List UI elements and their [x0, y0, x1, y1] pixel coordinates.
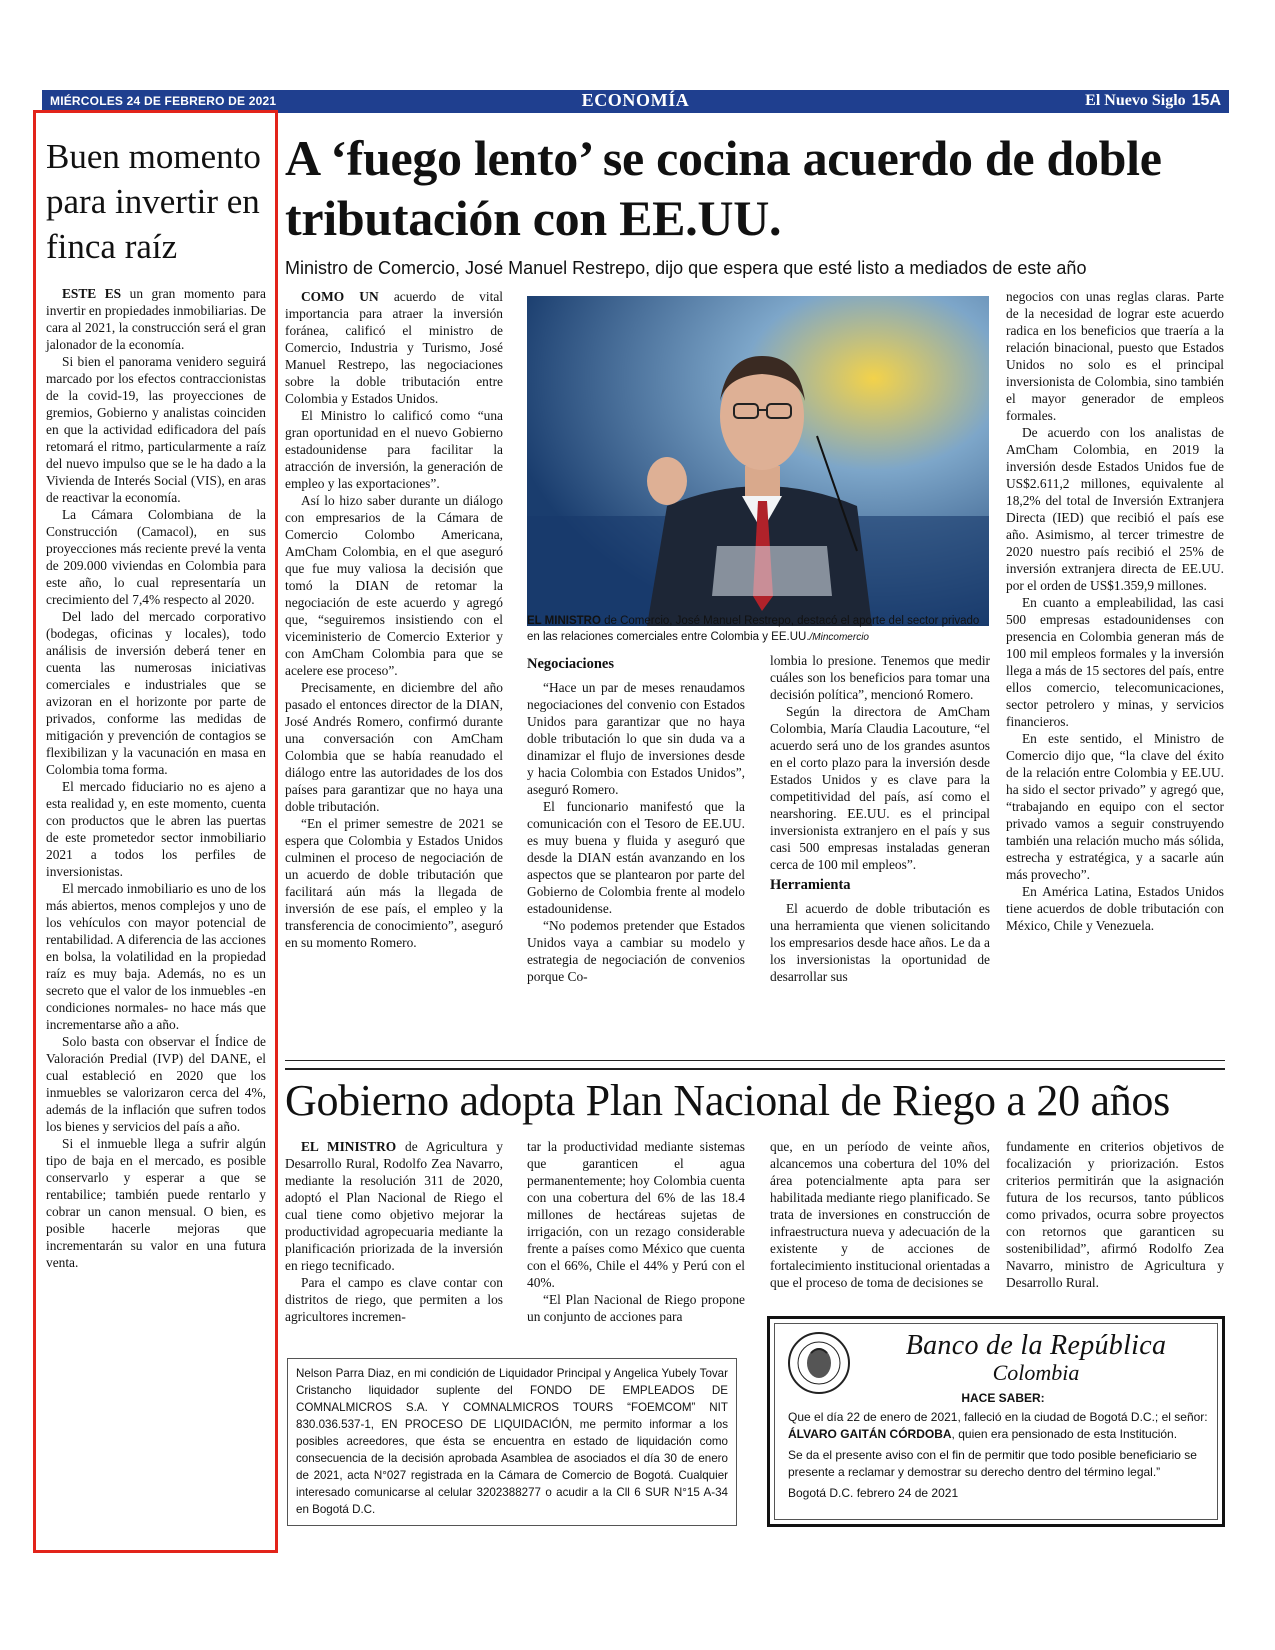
paragraph: [46, 778, 266, 880]
minister-photo: [527, 296, 989, 626]
paragraph-text: En cuanto a empleabilidad, las casi 500 empresas estadounidenses con presencia en Colombia generan más de 100 mil empleos formales y la inversión llega a más de 15 sectores del país, entre ellos comercio, telecomunicaciones, sector petrolero y minas, y servicios financieros.: [1006, 595, 1224, 729]
article-subtitle: Ministro de Comercio, José Manuel Restrepo, dijo que espera que esté listo a mediados de este año: [285, 258, 1087, 278]
paragraph: [1006, 1138, 1224, 1291]
banco-republica-seal-icon: [787, 1331, 851, 1395]
paragraph-text: Solo basta con observar el Índice de Valoración Predial (IVP) del DANE, el cual estableció en 2020 que los inmuebles se valorizaron cerca del 4%, además de la inflación que sufren todos los bienes y servicios del país a año.: [46, 1034, 266, 1134]
paragraph: [46, 1135, 266, 1271]
article2-column-1-body: [285, 1138, 503, 1325]
paragraph: [527, 679, 745, 798]
paragraph-text: El mercado inmobiliario es uno de los más abiertos, menos complejos y uno de los vehículos con mayor potencial de rentabilidad. A diferencia de las acciones en bolsa, la volatilidad en la propiedad raíz es muy baja. Además, no es un secreto que el valor de los inmuebles -en condiciones normales- no hace más que incrementarse año a año.: [46, 881, 266, 1032]
paragraph-text: que, en un período de veinte años, alcancemos una cobertura del 10% del área potencialmente apta para ser habilitada mediante riego planificado. Se trata de inversiones en construcción de infraestructura nueva y adecuación de la existente y de acciones de fortalecimiento institucional orientadas a que el proceso de toma de decisiones se: [770, 1139, 990, 1290]
paragraph-text: “No podemos pretender que Estados Unidos vaya a cambiar su modelo y estrategia de negociación de convenios porque Co-: [527, 918, 745, 984]
article-column-3b-body: [770, 900, 990, 985]
subhead-herramienta: Herramienta: [770, 877, 851, 893]
section-name: ECONOMÍA: [581, 90, 690, 110]
liquidation-notice: [287, 1358, 737, 1526]
caption-lead: EL MINISTRO: [527, 615, 601, 627]
paragraph-text: Así lo hizo saber durante un diálogo con empresarios de la Cámara de Comercio Colombo Americana, AmCham Colombia, en el que aseguró que fue muy valiosa la decisión que tomó la DIAN de retomar la negociación de este acuerdo y agregó que, “seguiremos insistiendo con el viceministerio de Comercio Exterior y con AmCham Colombia para que se acelere ese proceso”.: [285, 493, 503, 678]
article-column-2-body: [527, 679, 745, 985]
paragraph: [770, 652, 990, 703]
paragraph: [46, 506, 266, 608]
paragraph: [1006, 424, 1224, 594]
publication-name: [1085, 92, 1221, 110]
section-divider: [285, 1060, 1225, 1061]
article2-column-2: [527, 1138, 745, 1325]
paragraph: [285, 815, 503, 951]
notice-line-1-post: , quien era pensionado de esta Institución.: [951, 1427, 1178, 1441]
paragraph: [46, 285, 266, 353]
paragraph: [527, 1138, 745, 1291]
paragraph-text: Precisamente, en diciembre del año pasado el entonces director de la DIAN, José Andrés Romero, confirmó durante una conversación con AmCham Colombia que se había reanudado el diálogo entre las autoridades de los dos países para garantizar que no haya una doble tributación.: [285, 680, 503, 814]
sidebar-article: [46, 134, 266, 1271]
paragraph-text: de Agricultura y Desarrollo Rural, Rodolfo Zea Navarro, mediante la resolución 311 de 2020, adoptó el Plan Nacional de Riego el cual tiene como objetivo mejorar la productividad agropecuaria mediante la planificación priorizada de la inversión en riego tecnificado.: [285, 1139, 503, 1273]
paragraph: [46, 353, 266, 506]
article-column-3: [770, 652, 990, 985]
article2-headline: Gobierno adopta Plan Nacional de Riego a 20 años: [285, 1076, 1170, 1125]
paragraph: [285, 679, 503, 815]
masthead: El Nuevo Siglo: [1085, 92, 1186, 109]
caption-credit: /Mincomercio: [809, 632, 869, 643]
banco-country: Colombia: [992, 1360, 1080, 1385]
paragraph-text: Si bien el panorama venidero seguirá marcado por los efectos contraccionistas de la covid-19, las proyecciones de gremios, Gobierno y analistas coinciden en que la actividad edificadora del país retomará el ritmo, particularmente a raíz del nuevo impulso que se le ha dado a la Vivienda de Interés Social (VIS), en aras de reactivar la economía.: [46, 354, 266, 505]
paragraph-text: “El Plan Nacional de Riego propone un conjunto de acciones para: [527, 1292, 745, 1324]
paragraph: [285, 1138, 503, 1274]
paragraph: [285, 407, 503, 492]
article-column-4: [1006, 288, 1224, 934]
notice-line-1: [788, 1409, 1218, 1443]
paragraph-text: acuerdo de vital importancia para atraer la inversión foránea, calificó el ministro de Comercio, Industria y Turismo, José Manuel Restrepo, las negociaciones sobre la doble tributación entre Colombia y Estados Unidos.: [285, 289, 503, 406]
paragraph: [1006, 594, 1224, 730]
article-column-4-body: [1006, 288, 1224, 934]
sidebar-body: [46, 285, 266, 1271]
photo-caption: [527, 613, 989, 646]
banco-name: Banco de la República: [905, 1330, 1167, 1361]
paragraph-text: tar la productividad mediante sistemas que garanticen el agua permanentemente; hoy Colombia cuenta con una cobertura del 6% de las 18.4 millones de hectáreas sujetas de irrigación, con un rezago considerable frente a países como México que cuenta con el 66%, Chile el 44% y Perú con el 40%.: [527, 1139, 745, 1290]
banco-notice-body: [788, 1390, 1218, 1506]
paragraph-text: En este sentido, el Ministro de Comercio dijo que, “la clave del éxito de la relación entre Colombia y EE.UU. ha sido el sector privado” y agregó que, “trabajando en equipo con el sector privado vamos a seguir construyendo también una relación mucho más sólida, estrecha y estratégica, y a sacarle aún más provecho”.: [1006, 731, 1224, 882]
paragraph-text: En América Latina, Estados Unidos tiene acuerdos de doble tributación con México, Chile y Venezuela.: [1006, 884, 1224, 933]
paragraph-text: El Ministro lo calificó como “una gran oportunidad en el nuevo Gobierno estadounidense para facilitar la atracción de inversión, la generación de empleo y las exportaciones”.: [285, 408, 503, 491]
paragraph: [770, 900, 990, 985]
paragraph: [285, 492, 503, 679]
article2-column-4-body: [1006, 1138, 1224, 1291]
notice-line-2: Se da el presente aviso con el fin de permitir que todo posible beneficiario se presente a reclamar y demostrar su derecho dentro del término legal.”: [788, 1448, 1197, 1479]
paragraph: [46, 1033, 266, 1135]
paragraph: [1006, 288, 1224, 424]
notice-inner-frame: [774, 1323, 1218, 1520]
paragraph-text: De acuerdo con los analistas de AmCham Colombia, en 2019 la inversión desde Estados Unidos fue de US$2.611,2 millones, equivalente al 18,2% del total de Inversión Extranjera Directa (IED) que recibió el país ese año. Asimismo, al tercer trimestre de 2020 nuestro país recibió el 25% de inversión extranjera directa de EE.UU. por el orden de US$1.359,9 millones.: [1006, 425, 1224, 593]
paragraph: [285, 288, 503, 407]
paragraph: [46, 608, 266, 778]
deceased-name: ÁLVARO GAITÁN CÓRDOBA: [788, 1427, 952, 1441]
sidebar-title: Buen momento para invertir en finca raíz: [46, 137, 261, 266]
paragraph-text: Según la directora de AmCham Colombia, María Claudia Lacouture, “el acuerdo será uno de los grandes asuntos en el corto plazo para la inversión desde Estados Unidos y es clave para la competitividad del país, así como el nearshoring. EE.UU. es el principal inversionista extranjero en el país y sus casi 500 empresas instaladas generan cerca de 100 mil empleos”.: [770, 704, 990, 872]
minister-photo-image: [527, 296, 989, 626]
paragraph: [285, 1274, 503, 1325]
paragraph-text: negocios con unas reglas claras. Parte de la necesidad de lograr este acuerdo radica en los beneficios que traería a la relación binacional, puesto que Estados Unidos no solo es el principal inversionista de Colombia, sino también el mayor generador de empleos formales.: [1006, 289, 1224, 423]
paragraph: [527, 798, 745, 917]
paragraph: [527, 1291, 745, 1325]
article-headline: A ‘fuego lento’ se cocina acuerdo de doble tributación con EE.UU.: [285, 130, 1162, 246]
article2-column-3: [770, 1138, 990, 1291]
lead-words: ESTE ES: [62, 286, 122, 301]
paragraph: [46, 880, 266, 1033]
paragraph-text: un gran momento para invertir en propiedades inmobiliarias. De cara al 2021, la construcción será el gran jalonador de la economía.: [46, 286, 266, 352]
paragraph-text: El mercado fiduciario no es ajeno a esta realidad y, en este momento, cuenta con productos que le abren las puertas de este prometedor sector inmobiliario 2021 a todos los perfiles de inversionistas.: [46, 779, 266, 879]
notice-line-3: Bogotá D.C. febrero 24 de 2021: [788, 1486, 959, 1500]
notice-line-1-pre: Que el día 22 de enero de 2021, falleció en la ciudad de Bogotá D.C.; el señor:: [788, 1410, 1208, 1424]
paragraph-text: El funcionario manifestó que la comunicación con el Tesoro de EE.UU. es muy buena y fluida y aseguró que desde la DIAN están avanzando en los aspectos que se plantearon por parte del Gobierno de Colombia frente al modelo estadounidense.: [527, 799, 745, 916]
page-number: 15A: [1191, 92, 1221, 109]
paragraph: [527, 917, 745, 985]
caption-text: de Comercio, José Manuel Restrepo, destacó el aporte del sector privado en las relaciones comerciales entre Colombia y EE.UU.: [527, 615, 980, 643]
article2-column-1: [285, 1138, 503, 1325]
article-column-3-body: [770, 652, 990, 873]
paragraph: [1006, 883, 1224, 934]
paragraph-text: Del lado del mercado corporativo (bodegas, oficinas y locales), todo análisis de inversión deberá tener en cuenta las numerosas iniciativas comerciales e industriales que se avizoran en el horizonte por parte de privados, conforme las medidas de mitigación y prevención de contagios se flexibilizan y la vacunación en masa en Colombia toma forma.: [46, 609, 266, 777]
article-column-2: [527, 652, 745, 985]
paragraph-text: Si el inmueble llega a sufrir algún tipo de baja en el mercado, es posible conservarlo y esperar a que se rentabilice; también puede rentarlo y cobrar un canon mensual. O bien, es posible hacerle mejoras que incrementarán su valor en una futura venta.: [46, 1136, 266, 1270]
article2-column-2-body: [527, 1138, 745, 1325]
paragraph-text: fundamente en criterios objetivos de focalización y priorización. Estos criterios permitirán que la asignación futura de los recursos, tanto públicos como privados, ocurra sobre proyectos con retornos que garanticen su sostenibilidad”, afirmó Rodolfo Zea Navarro, ministro de Agricultura y Desarrollo Rural.: [1006, 1139, 1224, 1290]
banco-republica-notice: [767, 1316, 1225, 1527]
paragraph: [1006, 730, 1224, 883]
article2-column-3-body: [770, 1138, 990, 1291]
paragraph-text: “Hace un par de meses renaudamos negociaciones del convenio con Estados Unidos para garantizar que no haya doble tributación lo que sin duda va a dinamizar el flujo de inversiones desde y hacia Colombia con Estados Unidos”, aseguró Romero.: [527, 680, 745, 797]
issue-date: MIÉRCOLES 24 DE FEBRERO DE 2021: [50, 94, 277, 108]
paragraph-text: Para el campo es clave contar con distritos de riego, que permiten a los agricultores incremen-: [285, 1275, 503, 1324]
paragraph-text: La Cámara Colombiana de la Construcción (Camacol), en sus proyecciones más reciente prevé la venta de 209.000 viviendas en Colombia para este año, lo cual representaría un crecimiento del 7,4% respecto al 2020.: [46, 507, 266, 607]
section-divider-thick: [285, 1068, 1225, 1070]
paragraph-text: lombia lo presione. Tenemos que medir cuáles son los beneficios para tomar una decisión política”, mencionó Romero.: [770, 653, 990, 702]
lead-words: COMO UN: [301, 289, 379, 304]
notice-heading: HACE SABER:: [961, 1391, 1045, 1405]
paragraph-text: El acuerdo de doble tributación es una herramienta que vienen solicitando los empresarios desde hace años. Le da a los inversionistas la oportunidad de desarrollar sus: [770, 901, 990, 984]
paragraph: [770, 703, 990, 873]
article-column-1: [285, 288, 503, 951]
liquidation-notice-text: Nelson Parra Diaz, en mi condición de Liquidador Principal y Angelica Yubely Tovar Cristancho liquidador suplente del FONDO DE EMPLEADOS DE COMNALMICROS S.A. Y COMNALMICROS TOURS “FOEMCOM” NIT 830.036.537-1, EN PROCESO DE LIQUIDACIÓN, me permito informar a los posibles acreedores, que ésta se encuentra en estado de liquidación como consecuencia de la decisión aprobada Asamblea de asociados el día 30 de enero de 2021, acta N°027 registrada en la Cámara de Comercio de Bogotá. Cualquier interesado comunicarse al celular 3202388277 o acudir a la Cll 6 SUR N°15 A-34 en Bogotá D.C.: [296, 1367, 728, 1516]
paragraph-text: “En el primer semestre de 2021 se espera que Colombia y Estados Unidos culminen el proceso de negociación de un acuerdo de doble tributación que facilitará aún más la llegada de inversión de ese país, el empleo y la transferencia de conocimiento”, aseguró en su momento Romero.: [285, 816, 503, 950]
article2-column-4: [1006, 1138, 1224, 1291]
article-column-1-body: [285, 288, 503, 951]
lead-words: EL MINISTRO: [301, 1139, 397, 1154]
subhead-negociaciones: Negociaciones: [527, 656, 614, 672]
paragraph: [770, 1138, 990, 1291]
